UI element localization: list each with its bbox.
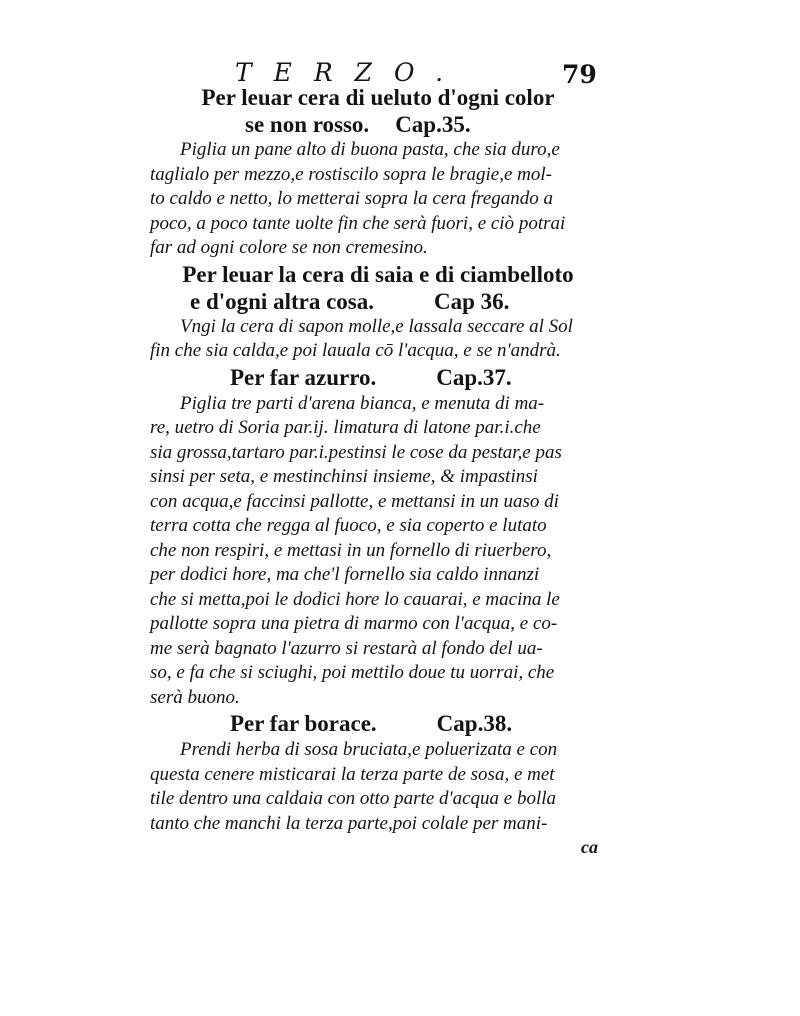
text-line: fin che sia calda,e poi lauala cō l'acqua, e se n'andrà. xyxy=(150,340,561,361)
section-paragraph xyxy=(150,392,606,711)
text-line: sia grossa,tartaro par.i.pestinsi le cose da pestar,e pas xyxy=(150,441,562,463)
section-cap-38 xyxy=(150,710,606,836)
chapter-number: Cap.37. xyxy=(436,364,512,390)
heading-title: Per far azurro. xyxy=(230,364,377,390)
text-line: per dodici hore, ma che'l fornello sia caldo innanzi xyxy=(150,564,540,585)
section-heading xyxy=(150,710,606,738)
section-heading xyxy=(150,261,606,315)
section-heading xyxy=(150,84,606,138)
text-line: tile dentro una caldaia con otto parte d'acqua e bolla xyxy=(150,788,556,809)
text-line: Piglia un pane alto di buona pasta, che sia duro,e xyxy=(180,139,560,160)
section-cap-36 xyxy=(150,261,606,364)
text-line: poco, a poco tante uolte fin che serà fuori, e ciò potrai xyxy=(150,212,566,234)
page-number: 79 xyxy=(562,60,597,89)
text-line: re, uetro di Soria par.ij. limatura di latone par.i.che xyxy=(150,417,541,438)
section-cap-37 xyxy=(150,364,606,711)
text-line: tanto che manchi la terza parte,poi colale per mani- xyxy=(150,812,548,834)
catchword: ca xyxy=(581,837,598,857)
text-line: taglialo per mezzo,e rostiscilo sopra le bragie,e mol- xyxy=(150,163,552,185)
text-line: me serà bagnato l'azurro si restarà al fondo del ua- xyxy=(150,637,543,659)
text-line: Piglia tre parti d'arena bianca, e menuta di ma- xyxy=(180,392,545,414)
text-line: so, e fa che si sciughi, poi mettilo doue tu uorrai, che xyxy=(150,662,555,683)
text-line: con acqua,e faccinsi pallotte, e mettansi in un uaso di xyxy=(150,490,559,512)
heading-line-2 xyxy=(150,111,606,138)
chapter-number: Cap.38. xyxy=(436,711,513,736)
section-paragraph xyxy=(150,738,606,836)
text-line: terra cotta che regga al fuoco, e sia coperto e lutato xyxy=(150,515,547,536)
heading-line-1: Per leuar la cera di saia e di ciambelloto xyxy=(182,261,574,287)
heading-line-2-text: se non rosso. xyxy=(245,112,370,137)
text-line: che si metta,poi le dodici hore lo cauarai, e macina le xyxy=(150,588,560,610)
text-line: che non respiri, e mettasi in un fornello di riuerbero, xyxy=(150,539,552,561)
section-paragraph xyxy=(150,315,606,364)
page-body xyxy=(150,84,606,858)
chapter-number: Cap 36. xyxy=(434,288,510,314)
heading-line-1: Per leuar cera di ueluto d'ogni color xyxy=(201,85,555,110)
text-line: questa cenere misticarai la terza parte de sosa, e met xyxy=(150,763,555,785)
text-line: serà buono. xyxy=(150,686,240,708)
text-line: sinsi per seta, e mestinchinsi insieme, & impastinsi xyxy=(150,466,538,487)
chapter-number: Cap.35. xyxy=(395,112,471,137)
text-line: Vngi la cera di sapon molle,e lassala seccare al Sol xyxy=(180,315,573,337)
section-heading xyxy=(150,364,606,392)
heading-line-2 xyxy=(150,288,606,315)
heading-title: Per far borace. xyxy=(230,711,377,736)
section-cap-35 xyxy=(150,84,606,261)
text-line: to caldo e netto, lo metterai sopra la cera fregando a xyxy=(150,188,553,209)
text-line: far ad ogni colore se non cremesino. xyxy=(150,237,428,258)
section-paragraph xyxy=(150,138,606,261)
heading-line-2-text: e d'ogni altra cosa. xyxy=(190,288,374,314)
text-line: Prendi herba di sosa bruciata,e poluerizata e con xyxy=(180,739,558,760)
text-line: pallotte sopra una pietra di marmo con l'acqua, e co- xyxy=(150,613,558,634)
running-head: TERZO. xyxy=(234,58,466,87)
